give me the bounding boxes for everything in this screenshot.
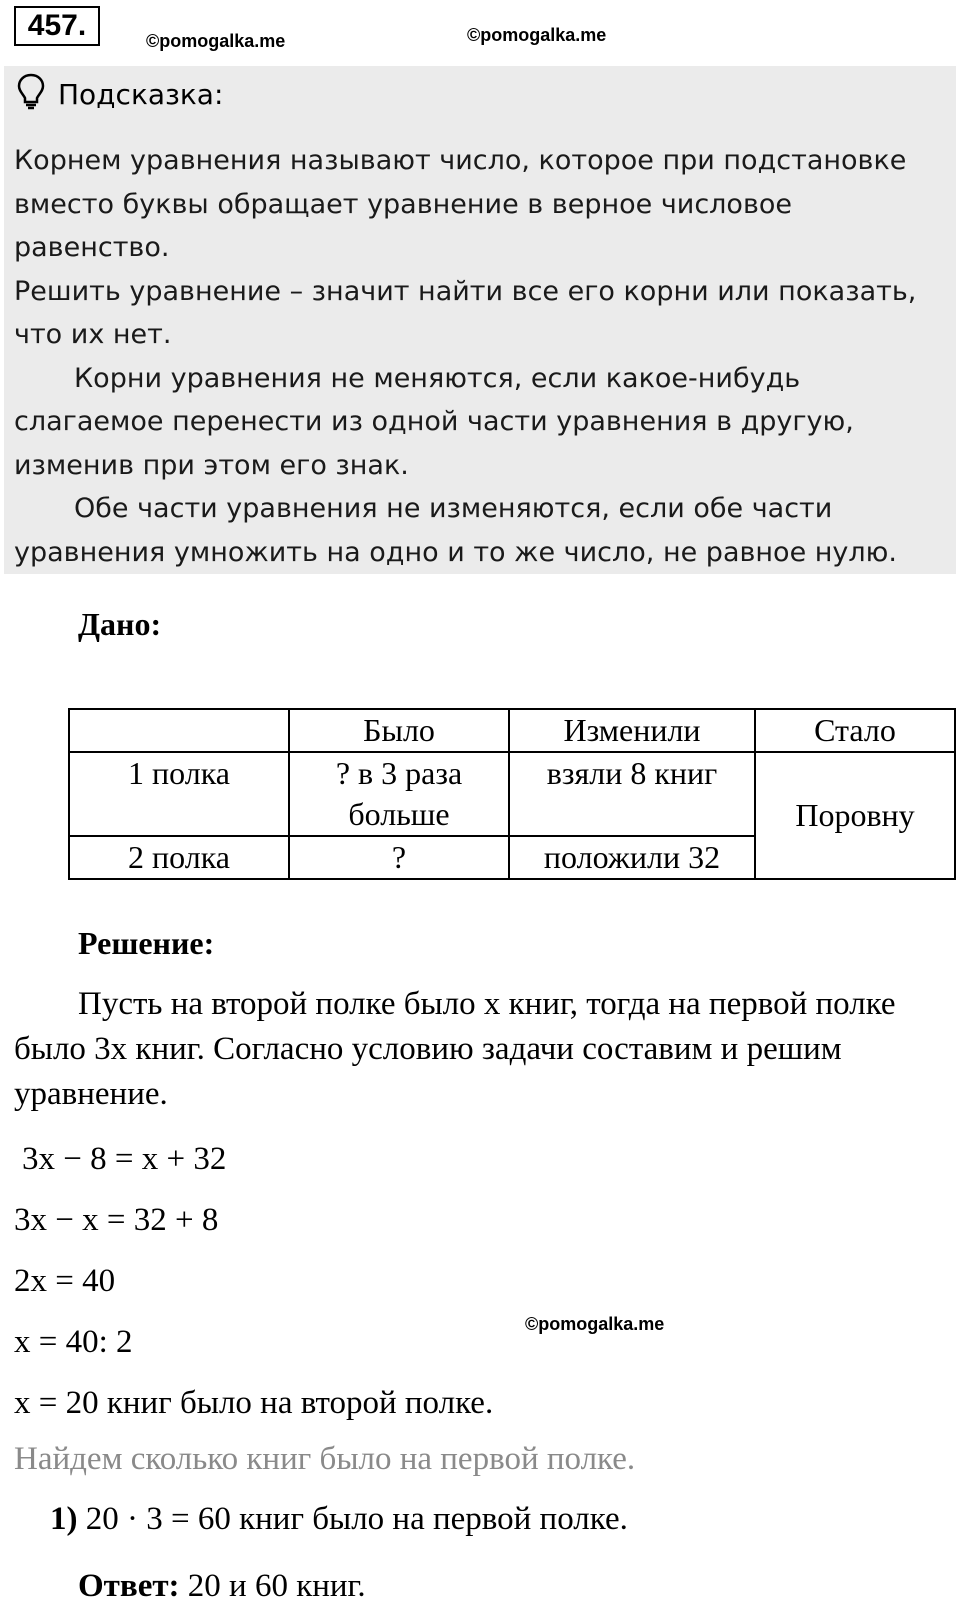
table-header-cell [69,709,289,752]
table-cell: положили 32 [509,836,755,879]
solution-intro [14,982,944,1117]
step-question: Найдем сколько книг было на первой полке. [14,1441,636,1477]
hint-header [16,72,223,116]
table-header-row [69,709,955,752]
table-cell: ? [289,836,509,879]
answer-label: Ответ: [78,1568,180,1604]
equation: 3x − 8 = x + 32 [22,1141,227,1177]
hint-paragraph: Решить уравнение – значит найти все его корни или показать, что их нет. [14,275,917,350]
watermark: ©pomogalka.me [525,1314,665,1334]
table-header-cell: Стало [755,709,955,752]
lightbulb-icon [16,72,46,117]
equation: 3x − x = 32 + 8 [14,1202,219,1238]
table-cell: ? в 3 раза больше [289,752,509,836]
given-heading: Дано: [78,606,162,642]
hint-paragraph: Корнем уравнения называют число, которое при подстановке вместо буквы обращает уравнение в верное числовое равенство. [14,145,907,263]
table-cell: 2 полка [69,836,289,879]
answer-line [78,1568,366,1605]
table-row [69,752,955,836]
hint-title: Подсказка: [58,77,224,111]
hint-text [14,139,950,574]
problem-number: 457. [14,6,100,46]
hint-paragraph: Обе части уравнения не изменяются, если обе части уравнения умножить на одно и то же число, не равное нулю. [14,493,897,568]
answer-text: 20 и 60 книг. [187,1568,366,1604]
step-text: 20 · 3 = 60 книг было на первой полке. [85,1501,628,1537]
step-line [50,1501,628,1538]
watermark: ©pomogalka.me [146,31,286,51]
equation: x = 20 книг было на второй полке. [14,1385,494,1421]
intro-paragraph: Пусть на второй полке было x книг, тогда на первой полке было 3x книг. Согласно условию задачи составим и решим уравнение. [14,986,896,1112]
table-header-cell: Было [289,709,509,752]
hint-paragraph: Корни уравнения не меняются, если какое-нибудь слагаемое перенести из одной части уравнения в другую, изменив при этом его знак. [14,362,854,481]
solution-heading: Решение: [78,925,215,961]
given-table [68,708,956,880]
table-cell: Поровну [755,752,955,879]
step-number: 1) [50,1501,78,1537]
equation: x = 40: 2 [14,1324,133,1360]
table-cell: 1 полка [69,752,289,836]
watermark: ©pomogalka.me [467,25,607,45]
equation: 2x = 40 [14,1263,116,1299]
table-cell: взяли 8 книг [509,752,755,836]
table-header-cell: Изменили [509,709,755,752]
